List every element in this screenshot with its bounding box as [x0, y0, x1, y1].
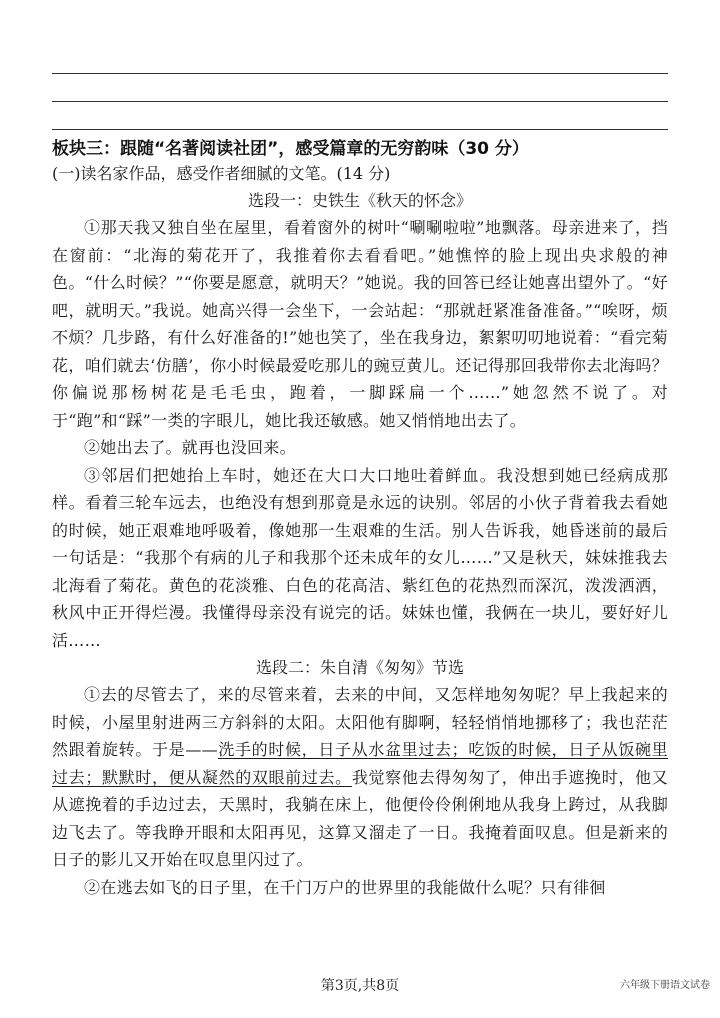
excerpt-1-paragraph-3: ③邻居们把她抬上车时，她还在大口大口地吐着鲜血。我没想到她已经病成那样。看着三轮车远去，也绝没有想到那竟是永远的诀别。邻居的小伙子背着我去看她的时候，她正艰难地呼吸着，像她那一生艰难的生活。别人告诉我，她昏迷前的最后一句话是：“我那个有病的儿子和我那个还未成年的女儿……”又是秋天，妹妹推我去北海看了菊花。黄色的花淡雅、白色的花高洁、紫红色的花热烈而深沉，泼泼洒洒，秋风中正开得烂漫。我懂得母亲没有说完的话。妹妹也懂，我俩在一块儿，要好好儿活…… [52, 465, 668, 650]
answer-line-3 [52, 129, 668, 130]
exam-content [52, 137, 668, 901]
section-title: 板块三：跟随“名著阅读社团”，感受篇章的无穷韵味（30 分） [52, 139, 529, 159]
excerpt-2-title: 选段二：朱自清《匆匆》节选 [255, 658, 464, 677]
excerpt-1-paragraph-2: ②她出去了。就再也没回来。 [84, 438, 296, 457]
paper-name: 六年级下册语文试卷 [620, 980, 710, 991]
underlined-sentence: 洗手的时候，日子从水盆里过去；吃饭的时候，日子从饭碗里过去；默默时，便从凝然的双眼前过去。 [52, 740, 668, 787]
page-number: 第3页,共8页 [320, 978, 400, 994]
excerpt-2-paragraph-2: ②在逃去如飞的日子里，在千门万户的世界里的我能做什么呢？只有徘徊 [84, 877, 606, 897]
excerpt-1-title: 选段一：史铁生《秋天的怀念》 [247, 191, 472, 210]
excerpt-1-paragraph-1: ①那天我又独自坐在屋里，看着窗外的树叶“唰唰啦啦”地飘落。母亲进来了，挡在窗前：“北海的菊花开了，我推着你去看看吧。”她憔悴的脸上现出央求般的神色。“什么时候？”“你要是愿意，就明天？”她说。我的回答已经让她喜出望外了。“好吧，就明天。”我说。她高兴得一会坐下，一会站起：“那就赶紧准备准备。”“唉呀，烦不烦？几步路，有什么好准备的!”她也笑了，坐在我身边，絮絮叨叨地说着：“看完菊花，咱们就去‘仿膳’，你小时候最爱吃那儿的豌豆黄儿。还记得那回我带你去北海吗？你偏说那杨树花是毛毛虫，跑着，一脚踩扁一个……”她忽然不说了。对于“跑”和“踩”一类的字眼儿，她比我还敏感。她又悄悄地出去了。 [52, 218, 668, 430]
answer-line-1 [52, 73, 668, 74]
page-footer [0, 976, 720, 996]
part-title: (一)读名家作品，感受作者细腻的文笔。(14 分) [52, 164, 391, 183]
excerpt-2-paragraph-1 [52, 681, 668, 874]
excerpt-2-p1-start: ①去的尽管去了，来的尽管来着，去来的中间，又怎样地匆匆呢？早上我起来的时候，小屋里射进两三方斜斜的太阳。太阳他有脚啊，轻轻悄悄地挪移了；我也茫茫然跟着旋转。于是—— [52, 685, 668, 759]
excerpt-2-p1-end: 我觉察他去得匆匆了，伸出手遮挽时，他又从遮挽着的手边过去，天黑时，我躺在床上，他便伶伶俐俐地从我身上跨过，从我脚边飞去了。等我睁开眼和太阳再见，这算又溜走了一日。我掩着面叹息。但是新来的日子的影儿又开始在叹息里闪过了。 [52, 767, 669, 869]
answer-line-2 [52, 101, 668, 102]
